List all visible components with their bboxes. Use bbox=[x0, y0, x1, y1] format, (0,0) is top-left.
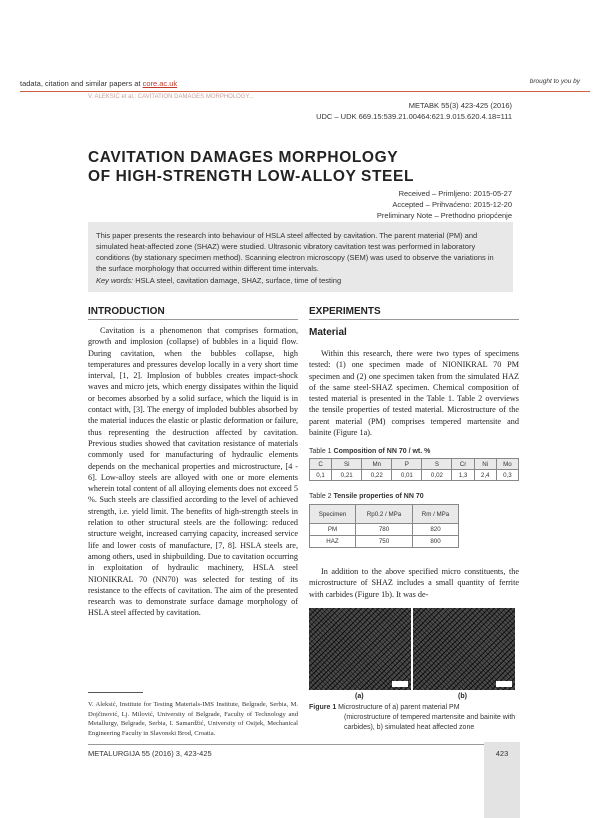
received-date: Received – Primljeno: 2015-05-27 bbox=[398, 189, 512, 198]
banner-divider bbox=[20, 91, 590, 92]
keywords bbox=[96, 276, 506, 285]
table2-header-row bbox=[310, 505, 459, 524]
tensile-table bbox=[309, 504, 459, 548]
scale-bar-icon bbox=[392, 681, 408, 687]
table2-row bbox=[310, 536, 459, 548]
table1-cell: 0,02 bbox=[422, 470, 452, 481]
figure-label-a: (a) bbox=[355, 693, 364, 700]
figure-caption-label: Figure 1 bbox=[309, 704, 337, 711]
title-line-2: OF HIGH-STRENGTH LOW-ALLOY STEEL bbox=[88, 168, 415, 185]
table1-caption-prefix: Table 1 bbox=[309, 448, 334, 455]
material-paragraph: Within this research, there were two types of specimens tested: (1) one specimen made of NIONIKRAL 70 PM specimen and (2) one specimen taken from the simulated HAZ of the same steel-SHAZ specimen. Chemical composition of tested material is presented in the Table 1. Table 2 overviews the tensile properties of tested material. Microstructure of the parent material (PM) comprises tempered martensite and bainite (Figure 1a). bbox=[309, 349, 519, 438]
journal-udc: UDC – UDK 669.15:539.21.00464:621.9.015.620.4.18=111 bbox=[316, 112, 512, 121]
page-number: 423 bbox=[495, 749, 509, 758]
table1-header-cell: Si bbox=[332, 459, 362, 470]
footer-journal: METALURGIJA 55 (2016) 3, 423-425 bbox=[88, 749, 212, 758]
table2-cell: 780 bbox=[355, 524, 412, 536]
table1-cell: 0,1 bbox=[310, 470, 332, 481]
table1-cell: 0,3 bbox=[496, 470, 518, 481]
footer-rule bbox=[88, 744, 520, 745]
journal-info bbox=[316, 100, 512, 122]
keywords-label: Key words: bbox=[96, 276, 134, 285]
dates-block bbox=[377, 188, 512, 221]
journal-issue: METABK 55(3) 423-425 (2016) bbox=[408, 101, 512, 110]
material-heading: Material bbox=[309, 327, 347, 338]
running-header: V. ALEKSIĆ et al.: CAVITATION DAMAGES MORPHOLOGY... bbox=[88, 94, 254, 100]
table1-header-row bbox=[310, 459, 519, 470]
table2-cell: 800 bbox=[413, 536, 459, 548]
figure-label-b: (b) bbox=[458, 693, 467, 700]
brought-by-text: brought to you by bbox=[529, 78, 580, 85]
intro-paragraph: Cavitation is a phenomenon that comprises formation, growth and implosion (collapse) of bubbles in a liquid flow. During cavitation, when the bubbles collapse, high temperatures and pressures develop locally in a very short time interval, [1, 2]. Implosion of bubbles creates impact-shock waves and micro jets, which energy dissipates within the liquid or becomes absorbed by a solid surface, which the liquid is in contact with, [3]. The energy of imploded bubbles absorbed by the material induces the elastic or plastic deformation or failure, thus representing the destruction affected by cavitation. Previous studies showed that cavitation resistance of materials commonly used for manufacturing of hydraulic elements depends on the mechanical properties and microstructure, [4 - 6]. Low-alloy steels are alloyed with one or more elements wherein total content of all alloying elements does not exceed 5 %. Such steels are classified according to the level of achieved strength, i.e. yield limit. The benefits of high-strength steels in relation to other structural steels are the following: reduced structure weight, increased carrying capacity, increased service life and lower costs of manufacture, [7, 8]. HSLA steels are, among others, used in shipbuilding. Due to cavitation occurring in exploitation of hydraulic machinery, HSLA steel NIONIKRAL 70 (NN70) was selected for testing of its resistance to the effects of cavitation. The aim of the presented research was to demonstrate surface damage morphology of HSLA steel affected by cavitation. bbox=[88, 326, 298, 618]
title-line-1: CAVITATION DAMAGES MORPHOLOGY bbox=[88, 149, 399, 166]
paper-type: Preliminary Note – Prethodno priopćenje bbox=[376, 211, 512, 220]
table1-header-cell: Cr bbox=[452, 459, 474, 470]
table2-cell: PM bbox=[310, 524, 356, 536]
micrograph-b-image bbox=[413, 608, 515, 690]
abstract-text: This paper presents the research into behaviour of HSLA steel affected by cavitation. The parent material (PM) and simulated heat-affected zone (SHAZ) were studied. Ultrasonic vibratory cavitation test was performed in laboratory conditions (by stationary specimen method). Scanning electron microscopy (SEM) was used to observe the variations in the surface morphology that occurred within different time intervals. bbox=[96, 231, 494, 273]
table1-cell: 0,22 bbox=[362, 470, 392, 481]
table1-caption bbox=[309, 448, 430, 455]
figure-caption-line2: (microstructure of tempered martensite and bainite with carbides), b) simulated heat affected zone bbox=[344, 714, 516, 731]
microconstituents-paragraph: In addition to the above specified micro constituents, the microstructure of SHAZ includes a small quantity of ferrite with carbides (Figure 1b). It was de- bbox=[309, 567, 519, 599]
table2-cell: 820 bbox=[413, 524, 459, 536]
core-banner-text: tadata, citation and similar papers at bbox=[20, 79, 143, 88]
table1-cell: 0,01 bbox=[392, 470, 422, 481]
table1-cell: 2,4 bbox=[474, 470, 496, 481]
scale-bar-icon bbox=[496, 681, 512, 687]
table1-value-row bbox=[310, 470, 519, 481]
accepted-date: Accepted – Prihvaćeno: 2015-12-20 bbox=[392, 200, 512, 209]
core-banner bbox=[20, 79, 177, 88]
table2-header-cell: Specimen bbox=[310, 505, 356, 524]
table1-header-cell: Mn bbox=[362, 459, 392, 470]
paper-title bbox=[88, 148, 414, 186]
keywords-text: HSLA steel, cavitation damage, SHAZ, surface, time of testing bbox=[133, 276, 342, 285]
table1-header-cell: P bbox=[392, 459, 422, 470]
table2-cell: HAZ bbox=[310, 536, 356, 548]
intro-heading: INTRODUCTION bbox=[88, 306, 165, 317]
table1-header-cell: Ni bbox=[474, 459, 496, 470]
table2-cell: 750 bbox=[355, 536, 412, 548]
micrograph-a-image bbox=[309, 608, 411, 690]
table1-caption-title: Composition of NN 70 / wt. % bbox=[333, 448, 431, 455]
table2-row bbox=[310, 524, 459, 536]
author-footnote: V. Aleksić, Institute for Testing Materials-IMS Institute, Belgrade, Serbia, M. Dojčinović, Lj. Milović, University of Belgrade, Faculty of Technology and Metallurgy, Belgrade, Serbia, I. Samardžić, University of Osijek, Mechanical Engineering Faculty in Slavonski Brod, Croatia. bbox=[88, 701, 298, 737]
table2-caption-prefix: Table 2 bbox=[309, 493, 334, 500]
table1-header-cell: Mo bbox=[496, 459, 518, 470]
table2-header-cell: Rp0.2 / MPa bbox=[355, 505, 412, 524]
composition-table bbox=[309, 458, 519, 481]
table2-header-cell: Rm / MPa bbox=[413, 505, 459, 524]
table1-cell: 0,21 bbox=[332, 470, 362, 481]
experiments-heading: EXPERIMENTS bbox=[309, 306, 381, 317]
table1-header-cell: C bbox=[310, 459, 332, 470]
core-link[interactable]: core.ac.uk bbox=[142, 79, 178, 88]
table1-header-cell: S bbox=[422, 459, 452, 470]
footnote-rule bbox=[88, 692, 143, 693]
table2-caption bbox=[309, 493, 424, 500]
figure-caption bbox=[309, 703, 519, 733]
experiments-heading-rule bbox=[309, 319, 519, 320]
intro-heading-rule bbox=[88, 319, 298, 320]
table1-cell: 1,3 bbox=[452, 470, 474, 481]
figure-caption-line1: Microstructure of a) parent material PM bbox=[336, 704, 460, 711]
table2-caption-title: Tensile properties of NN 70 bbox=[333, 493, 424, 500]
